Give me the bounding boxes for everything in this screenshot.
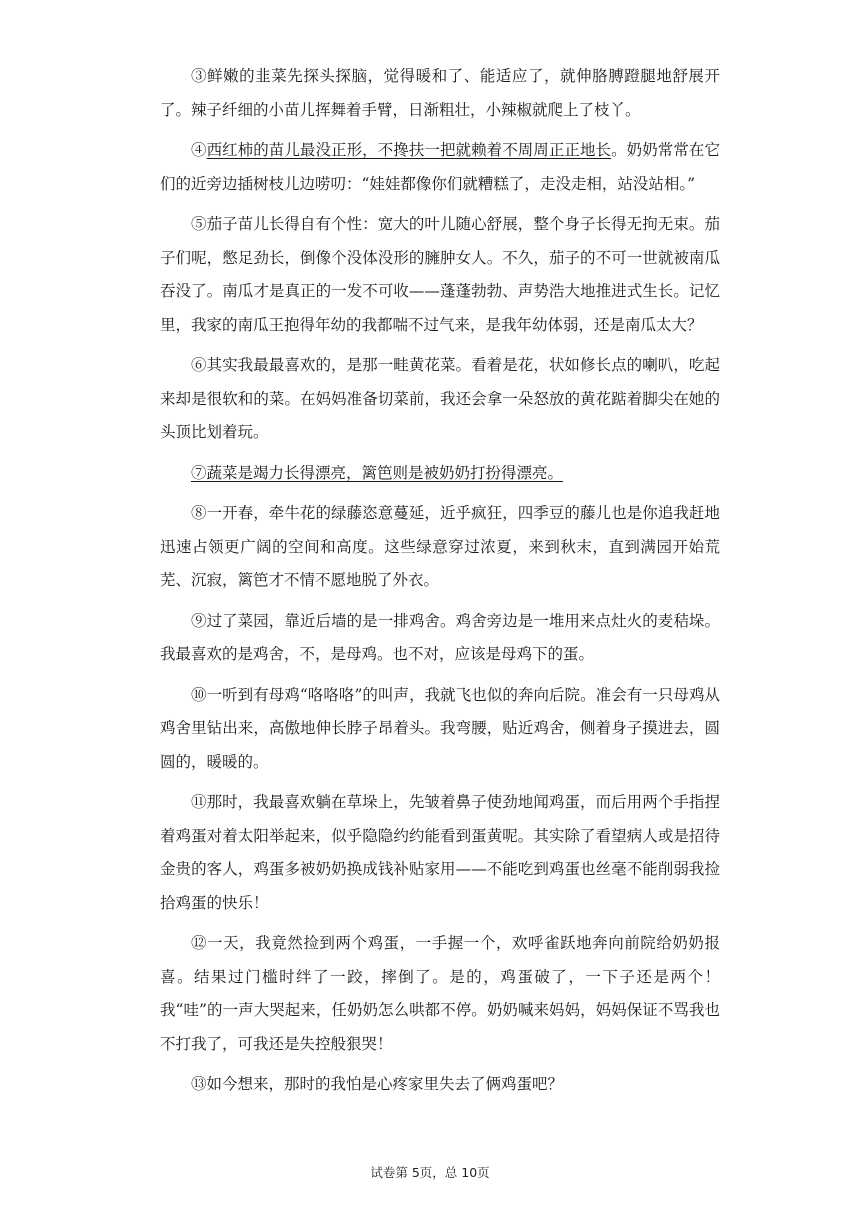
paragraph-text: 。奶奶常常在它们的近旁边插树枝儿边唠叨：“娃娃都像你们就糟糕了，走没走相，站没站相。”	[160, 141, 720, 193]
paragraph-number: ⑧	[191, 504, 207, 522]
paragraph-text: 一天，我竟然捡到两个鸡蛋，一手握一个，欢呼雀跃地奔向前院给奶奶报喜。结果过门槛时绊了一跤，摔倒了。是的，鸡蛋破了，一下子还是两个！我“哇”的一声大哭起来，任奶奶怎么哄都不停。奶奶喊来妈妈，妈妈保证不骂我也不打我了，可我还是失控般狠哭！	[160, 934, 720, 1053]
paragraph-13	[160, 1068, 720, 1102]
paragraph-6	[160, 349, 720, 450]
page-footer: 试卷第 5页，总 10页	[370, 1165, 490, 1180]
paragraph-12	[160, 927, 720, 1061]
paragraph-9	[160, 605, 720, 672]
paragraph-number: ⑩	[191, 685, 207, 704]
paragraph-number: ⑥	[191, 356, 207, 374]
paragraph-number: ⑪	[191, 793, 207, 811]
paragraph-text: 茄子苗儿长得自有个性：宽大的叶儿随心舒展，整个身子长得无拘无束。茄子们呢，憋足劲长，倒像个没体没形的臃肿女人。不久，茄子的不可一世就被南瓜吞没了。南瓜才是真正的一发不可收——蓬蓬勃勃、声势浩大地推进式生长。记忆里，我家的南瓜王抱得年幼的我都喘不过气来，是我年幼体弱，还是南瓜太大？	[160, 215, 720, 334]
paragraph-text: 鲜嫩的韭菜先探头探脑，觉得暖和了、能适应了，就伸胳膊蹬腿地舒展开了。辣子纤细的小苗儿挥舞着手臂，日渐粗壮，小辣椒就爬上了枝丫。	[160, 67, 720, 119]
paragraph-11	[160, 786, 720, 920]
paragraph-number: ⑦	[191, 463, 207, 482]
paragraph-8	[160, 497, 720, 598]
paragraph-number: ⑨	[191, 611, 207, 630]
paragraph-number: ⑤	[191, 215, 207, 233]
paragraph-text: 那时，我最喜欢躺在草垛上，先皱着鼻子使劲地闻鸡蛋，而后用两个手指捏着鸡蛋对着太阳举起来，似乎隐隐约约能看到蛋黄呢。其实除了看望病人或是招待金贵的客人，鸡蛋多被奶奶换成钱补贴家用——不能吃到鸡蛋也丝毫不能削弱我捡拾鸡蛋的快乐！	[160, 793, 720, 912]
paragraph-text: 一听到有母鸡“咯咯咯”的叫声，我就飞也似的奔向后院。准会有一只母鸡从鸡舍里钻出来，高傲地伸长脖子昂着头。我弯腰，贴近鸡舍，侧着身子摸进去，圆圆的，暖暖的。	[160, 685, 720, 771]
paragraph-text: 如今想来，那时的我怕是心疼家里失去了俩鸡蛋吧？	[206, 1075, 564, 1093]
paragraph-text: 其实我最最喜欢的，是那一畦黄花菜。看着是花，状如修长点的喇叭，吃起来却是很软和的菜。在妈妈准备切菜前，我还会拿一朵怒放的黄花踮着脚尖在她的头顶比划着玩。	[160, 356, 720, 441]
underlined-sentence: 西红柿的苗儿最没正形，不搀扶一把就赖着不周周正正地长	[206, 141, 612, 159]
paragraph-10	[160, 679, 720, 780]
paragraph-number: ③	[191, 67, 208, 85]
paragraph-7	[160, 457, 720, 491]
paragraph-number: ⑬	[191, 1075, 207, 1093]
document-body	[160, 60, 720, 1102]
paragraph-text: 一开春，牵牛花的绿藤恣意蔓延，近乎疯狂，四季豆的藤儿也是你追我赶地迅速占领更广阔的空间和高度。这些绿意穿过浓夏，来到秋末，直到满园开始荒芜、沉寂，篱笆才不情不愿地脱了外衣。	[160, 504, 720, 589]
paragraph-4	[160, 134, 720, 201]
paragraph-text: 过了菜园，靠近后墙的是一排鸡舍。鸡舍旁边是一堆用来点灶火的麦秸垛。我最喜欢的是鸡舍，不，是母鸡。也不对，应该是母鸡下的蛋。	[160, 611, 720, 663]
paragraph-3	[160, 60, 720, 127]
underlined-sentence: 蔬菜是竭力长得漂亮，篱笆则是被奶奶打扮得漂亮。	[206, 463, 564, 482]
paragraph-number: ④	[191, 141, 207, 159]
paragraph-number: ⑫	[191, 934, 208, 952]
paragraph-5	[160, 208, 720, 342]
